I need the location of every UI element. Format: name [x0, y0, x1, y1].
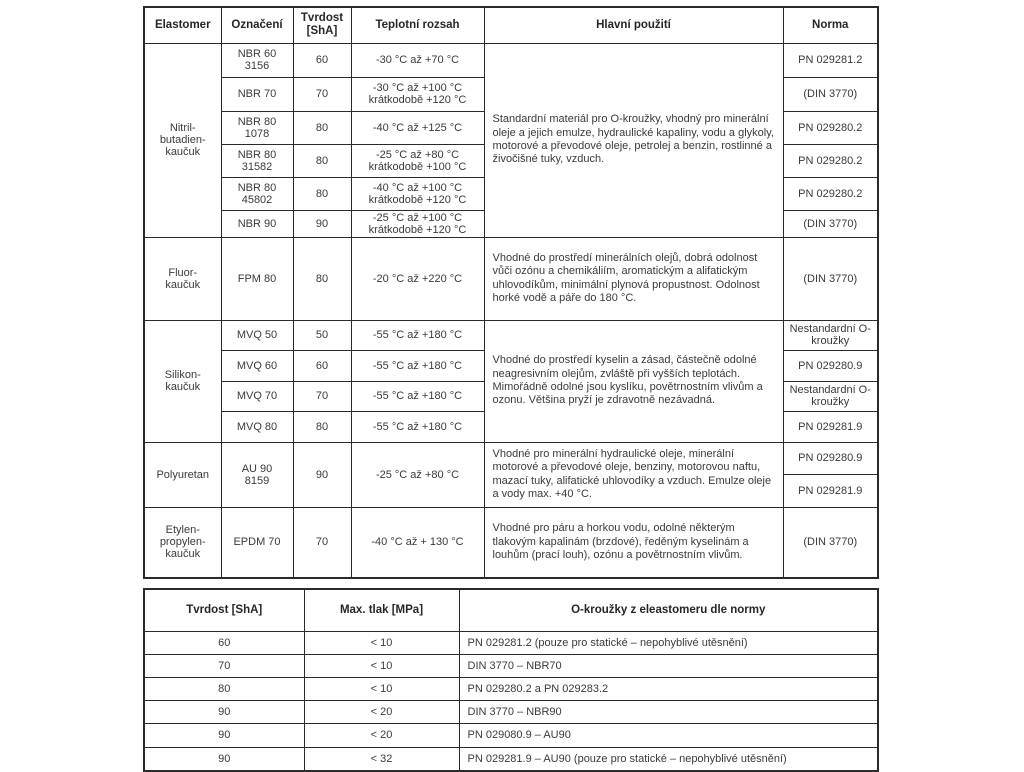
designation-cell: [221, 320, 293, 350]
designation-cell-line: 45802: [241, 193, 273, 206]
elastomer-cell-line: Nitril-: [169, 122, 196, 134]
header-max-tlak: Max. tlak [MPa]: [304, 589, 459, 631]
hardness-cell: 90: [144, 723, 304, 747]
designation-cell: [221, 507, 293, 578]
max-pressure-cell: < 10: [304, 654, 459, 677]
norm-cell: Nestandardní O-kroužky: [783, 381, 878, 411]
temperature-cell-line: -40 °C až + 130 °C: [371, 536, 464, 549]
hardness-cell: 80: [293, 111, 351, 144]
temperature-cell-line: -55 °C až +180 °C: [372, 359, 463, 372]
norm-cell: (DIN 3770): [783, 237, 878, 320]
elastomer-cell-line: Polyuretan: [156, 468, 210, 481]
table-row: [144, 700, 878, 723]
header-teplotni-rozsah: Teplotní rozsah: [351, 7, 484, 43]
norm-cell: PN 029280.9: [783, 442, 878, 474]
elastomer-cell: [144, 507, 221, 578]
elastomer-cell-line: kaučuk: [165, 381, 201, 393]
elastomer-cell: [144, 320, 221, 442]
max-pressure-cell: < 32: [304, 747, 459, 771]
hardness-cell: 70: [293, 77, 351, 111]
designation-cell-line: NBR 80: [237, 181, 277, 194]
temperature-cell: [351, 381, 484, 411]
designation-cell-line: NBR 80: [237, 115, 277, 128]
elastomer-cell-line: Etylen-: [165, 524, 200, 537]
elastomer-table: [143, 6, 879, 579]
max-pressure-cell: < 20: [304, 700, 459, 723]
elastomer-table-header-row: [144, 7, 878, 43]
usage-cell: Standardní materiál pro O-kroužky, vhodný pro minerální oleje a jejich emulze, hydraulické kapaliny, vodu a glykoly, motorové a převodové oleje, petrolej a benzin, rostlinné a živočišné tuky, vzduch.: [484, 43, 783, 237]
elastomer-cell-line: butadien-: [159, 134, 206, 146]
elastomer-cell: [144, 237, 221, 320]
hardness-cell: 80: [293, 144, 351, 177]
temperature-cell-line: -55 °C až +180 °C: [372, 390, 463, 402]
hardness-cell: 60: [144, 631, 304, 654]
norm-cell: (DIN 3770): [783, 210, 878, 237]
temperature-cell-line: -25 °C až +80 °C: [375, 148, 460, 161]
temperature-cell: [351, 144, 484, 177]
temperature-cell-line: -20 °C až +220 °C: [372, 272, 463, 285]
norm-cell: PN 029280.9: [783, 350, 878, 381]
header-oznaceni: Označení: [221, 7, 293, 43]
header-tvrdost: [293, 7, 351, 43]
designation-cell-line: 31582: [241, 160, 273, 173]
temperature-cell-line: -30 °C až +70 °C: [375, 54, 460, 66]
hardness-cell: 80: [293, 177, 351, 210]
elastomer-cell-line: propylen-: [159, 536, 206, 549]
temperature-cell: [351, 442, 484, 507]
hardness-cell: 80: [293, 237, 351, 320]
temperature-cell-line: -25 °C až +100 °C: [372, 211, 463, 224]
norm-cell: PN 029280.2 a PN 029283.2: [459, 677, 878, 700]
designation-cell-line: NBR 90: [237, 217, 277, 230]
header-tvrdost-line: Tvrdost: [300, 12, 344, 25]
temperature-cell: [351, 350, 484, 381]
hardness-cell: 80: [293, 411, 351, 442]
max-pressure-cell: < 10: [304, 631, 459, 654]
temperature-cell-line: -30 °C až +100 °C: [372, 82, 463, 94]
table-row: [144, 320, 878, 350]
norm-cell: DIN 3770 – NBR90: [459, 700, 878, 723]
norm-cell: (DIN 3770): [783, 77, 878, 111]
hardness-cell: 70: [144, 654, 304, 677]
designation-cell: [221, 237, 293, 320]
hardness-cell: 90: [144, 747, 304, 771]
hardness-cell: 90: [293, 442, 351, 507]
norm-cell: PN 029281.2 (pouze pro statické – nepohyblivé utěsnění): [459, 631, 878, 654]
elastomer-cell: [144, 442, 221, 507]
designation-cell-line: MVQ 80: [236, 420, 278, 433]
designation-cell-line: EPDM 70: [233, 536, 281, 549]
designation-cell: [221, 442, 293, 507]
usage-cell: Vhodné pro minerální hydraulické oleje, minerální motorové a převodové oleje, benziny, motorovou naftu, mazací tuky, alifatické uhlovodíky a vzduch. Emulze oleje a vody max. +40 °C.: [484, 442, 783, 507]
designation-cell: [221, 43, 293, 77]
table-row: [144, 677, 878, 700]
norm-cell: PN 029080.9 – AU90: [459, 723, 878, 747]
hardness-cell: 80: [144, 677, 304, 700]
elastomer-cell-line: kaučuk: [165, 278, 201, 291]
designation-cell-line: 3156: [244, 60, 270, 72]
designation-cell: [221, 411, 293, 442]
usage-cell: Vhodné do prostředí kyselin a zásad, částečně odolné neagresivním olejům, zvláště při vyšších teplotách. Mimořádně odolné jsou kyslíku, povětrnostním vlivům a ozonu. Většina pryží je zdravotně nezávadná.: [484, 320, 783, 442]
temperature-cell: [351, 177, 484, 210]
norm-cell: PN 029281.9: [783, 411, 878, 442]
hardness-cell: 50: [293, 320, 351, 350]
header-norma: Norma: [783, 7, 878, 43]
table-row: [144, 723, 878, 747]
temperature-cell-line: -40 °C až +100 °C: [372, 181, 463, 194]
temperature-cell: [351, 411, 484, 442]
temperature-cell-line: -55 °C až +180 °C: [372, 329, 463, 341]
elastomer-cell-line: Fluor-: [168, 266, 198, 279]
norm-cell: PN 029281.9: [783, 474, 878, 507]
temperature-cell: [351, 210, 484, 237]
temperature-cell: [351, 237, 484, 320]
designation-cell-line: MVQ 50: [236, 329, 278, 341]
temperature-cell: [351, 320, 484, 350]
temperature-cell-line: -40 °C až +125 °C: [372, 121, 463, 134]
designation-cell-line: NBR 80: [237, 148, 277, 161]
designation-cell-line: MVQ 70: [236, 390, 278, 402]
designation-cell: [221, 210, 293, 237]
header-tvrdost-sha: Tvrdost [ShA]: [144, 589, 304, 631]
norm-cell: PN 029280.2: [783, 111, 878, 144]
designation-cell-line: FPM 80: [237, 272, 277, 285]
hardness-cell: 90: [293, 210, 351, 237]
temperature-cell-line: krátkodobě +100 °C: [368, 160, 467, 173]
usage-cell: Vhodné pro páru a horkou vodu, odolné některým tlakovým kapalinám (brzdové), ředěným kyselinám a louhům (prací louh), ozónu a povětrnostním vlivům.: [484, 507, 783, 578]
elastomer-cell: [144, 43, 221, 237]
designation-cell: [221, 381, 293, 411]
table-row: [144, 747, 878, 771]
designation-cell-line: 8159: [244, 474, 270, 487]
max-pressure-cell: < 10: [304, 677, 459, 700]
temperature-cell: [351, 111, 484, 144]
temperature-cell-line: -25 °C až +80 °C: [375, 468, 460, 481]
temperature-cell: [351, 507, 484, 578]
norm-cell: PN 029281.2: [783, 43, 878, 77]
temperature-cell-line: krátkodobě +120 °C: [368, 94, 467, 106]
temperature-cell: [351, 77, 484, 111]
hardness-cell: 70: [293, 381, 351, 411]
temperature-cell-line: krátkodobě +120 °C: [368, 223, 467, 236]
table-row: [144, 631, 878, 654]
designation-cell-line: AU 90: [241, 462, 273, 475]
table-row: [144, 237, 878, 320]
norm-cell: DIN 3770 – NBR70: [459, 654, 878, 677]
designation-cell-line: NBR 70: [237, 88, 277, 100]
designation-cell: [221, 111, 293, 144]
designation-cell: [221, 177, 293, 210]
table-row: [144, 442, 878, 474]
temperature-cell-line: -55 °C až +180 °C: [372, 420, 463, 433]
usage-cell: Vhodné do prostředí minerálních olejů, dobrá odolnost vůči ozónu a chemikáliím, aromatickým a alifatickým uhlovodíkům, minimální plynová propustnost. Odolnost horké vodě a páře do 180 °C.: [484, 237, 783, 320]
hardness-cell: 60: [293, 350, 351, 381]
hardness-cell: 90: [144, 700, 304, 723]
header-tvrdost-line: [ShA]: [306, 25, 338, 38]
header-hlavni-pouziti: Hlavní použití: [484, 7, 783, 43]
max-pressure-cell: < 20: [304, 723, 459, 747]
designation-cell: [221, 77, 293, 111]
pressure-table: [143, 588, 879, 772]
norm-cell: (DIN 3770): [783, 507, 878, 578]
designation-cell: [221, 144, 293, 177]
elastomer-cell-line: kaučuk: [165, 548, 201, 561]
designation-cell: [221, 350, 293, 381]
hardness-cell: 70: [293, 507, 351, 578]
temperature-cell: [351, 43, 484, 77]
norm-cell: PN 029280.2: [783, 177, 878, 210]
elastomer-cell-line: kaučuk: [165, 146, 201, 158]
header-elastomer: Elastomer: [144, 7, 221, 43]
norm-cell: PN 029280.2: [783, 144, 878, 177]
table-row: [144, 654, 878, 677]
designation-cell-line: MVQ 60: [236, 359, 278, 372]
elastomer-cell-line: Silikon-: [164, 369, 201, 381]
norm-cell: PN 029281.9 – AU90 (pouze pro statické – nepohyblivé utěsnění): [459, 747, 878, 771]
table-row: [144, 507, 878, 578]
designation-cell-line: NBR 60: [237, 48, 277, 60]
designation-cell-line: 1078: [244, 127, 270, 140]
hardness-cell: 60: [293, 43, 351, 77]
pressure-table-header-row: [144, 589, 878, 631]
temperature-cell-line: krátkodobě +120 °C: [368, 193, 467, 206]
table-row: [144, 43, 878, 77]
norm-cell: Nestandardní O-kroužky: [783, 320, 878, 350]
header-okrouzky-norma: O-kroužky z eleastomeru dle normy: [459, 589, 878, 631]
